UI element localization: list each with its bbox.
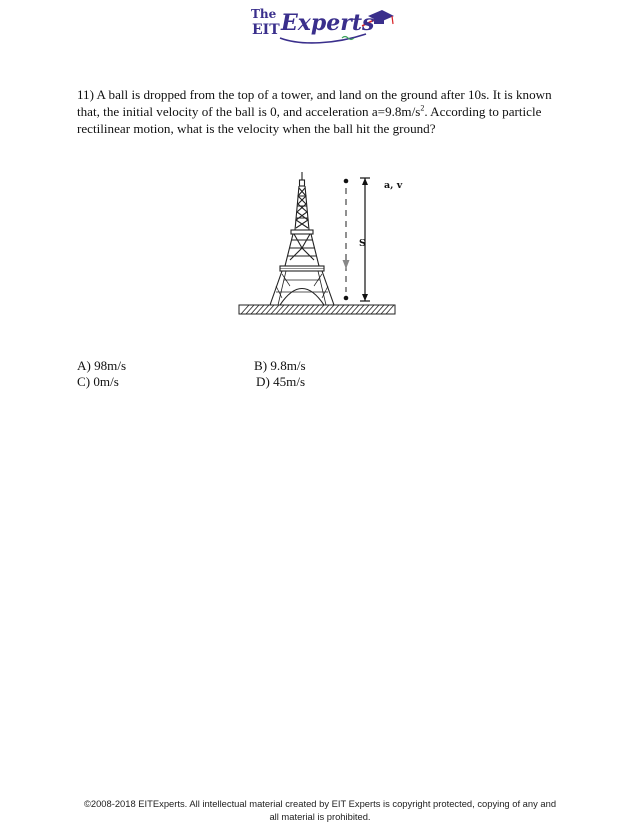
logo-eit: EIT <box>252 22 280 38</box>
answer-c[interactable]: C) 0m/s <box>77 374 119 389</box>
question-body-end: . According to particle rectilinear motion, what is the velocity when the ball hit the ground? <box>77 104 542 136</box>
logo-experts: Experts <box>281 10 375 36</box>
answer-a[interactable]: A) 98m/s <box>77 358 127 373</box>
copyright-footer <box>70 797 570 823</box>
ball-end <box>344 296 349 301</box>
distance-arrow-top-icon <box>362 178 368 185</box>
fall-arrow-icon <box>343 260 350 269</box>
logo-the: The <box>251 7 277 21</box>
label-acceleration-velocity: a, v <box>384 180 403 191</box>
question-body: A ball is dropped from the top of a tower, and land on the ground after 10s. It is known that, the initial velocity of the ball is 0, and acceleration a=9.8m/s <box>77 87 552 119</box>
ball-start <box>344 179 349 184</box>
footer-line-2: all material is prohibited. <box>269 811 371 822</box>
label-distance: S <box>359 238 366 249</box>
answer-d[interactable]: D) 45m/s <box>256 374 306 389</box>
tower-diagram <box>236 168 403 320</box>
question-superscript: 2 <box>420 103 425 113</box>
ground-hatch <box>239 305 395 314</box>
question-text <box>77 86 567 137</box>
eiffel-tower-icon <box>270 172 334 305</box>
answer-b[interactable]: B) 9.8m/s <box>254 358 306 373</box>
distance-arrow-bottom-icon <box>362 294 368 301</box>
eit-experts-logo <box>246 4 396 48</box>
question-number: 11) <box>77 87 94 102</box>
footer-line-1: ©2008-2018 EITExperts. All intellectual material created by EIT Experts is copyright protected, copying of any and <box>83 798 557 809</box>
